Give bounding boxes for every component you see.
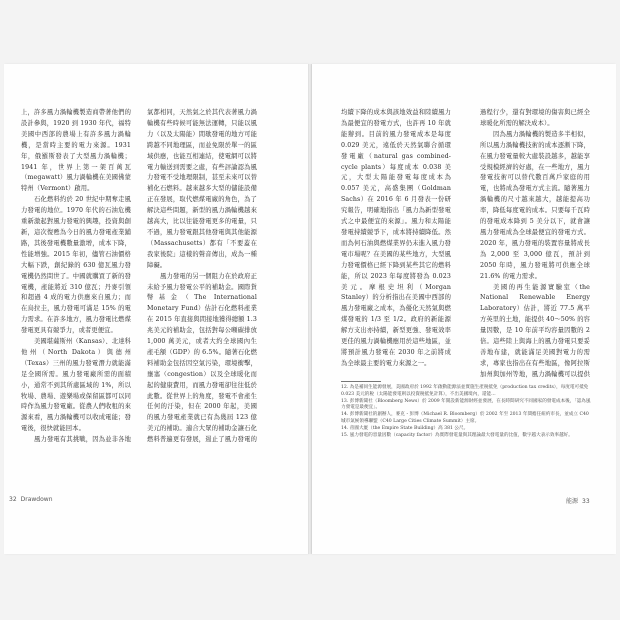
paragraph: 美國堪薩斯州（Kansas）、北達科他州（North Dakota）與德州（Texas）三州的風力發電潛力就能滿足全國所需。風力發電廠所需的面積小，通常不到其所處區域的 1%，所以牧場、農場、遊樂場或保留區都可以同時作為風力發電廠。從農人們收租的來源來看，風力渦輪機可以收成電能；發電後，很快就能回本。 — [21, 338, 131, 433]
running-title: 能源 — [566, 498, 579, 505]
page-number: 32 — [9, 496, 17, 503]
right-folio — [566, 496, 590, 505]
page-number: 33 — [582, 498, 590, 505]
paragraph: 石化燃料約於 20 世紀中期奪走風力發電的地位。1970 年代的石油危機重新激起對風力發電的興趣，投資與創新，這次復甦為今日的風力發電產業鋪路，其後發電機數量激增，成本下降，性能增強。2015 年初，儘管石油價格大幅下跌，創紀錄的 630 億瓦風力發電機仍然問世了。中國就購買了新的發電機，產能將近 310 億瓦；丹麥引領和超過 4 成的電力供應來自風力；而在烏拉圭，風力發電可滿足 15% 的電力需求。在許多地方，風力發電比燃煤發電更具有競爭力，或者更便宜。 — [21, 196, 131, 335]
footnote: 15. 風力發電的容量因數（capacity factor）為實際發電量與其理論最大發電量的比值，數字越大表示效率越好。 — [341, 432, 573, 438]
paragraph: 風力發電的另一個阻力在於政府正未給予風力發電公平的補助金。國際貨幣基金（The International Monetary Fund）估計石化燃料產業在 2015 年直接與間接地獲得總額 1.3 兆美元的補助金，包括對每公噸碳排放 1,000 萬美元，或者大約全球國內生產毛額（GDP）的 6.5%。隨著石化燃料補助金包括因空氣污染，環境衝擊，壅塞（congestion）以及全球暖化而起的健康費用，而風力發電卻往往低於此數。從世界上的角度，發電不會產生任何的汙染，但在 2000 年起，美國的風力發電產業就已有為幾屆 123 億美元的補助。適合大眾的補助金讓石化燃料普遍更有發展，遏止了風力發電的 — [147, 272, 257, 444]
left-page-column-2 — [147, 108, 257, 446]
paragraph: 因為風力渦輪機的製造多半相似，所以風力渦輪機技術的成本逐漸下降，在風力發電量較大處裝設越多，越能享受規模經濟的好處，在一些地方，風力發電技術可以替代數百萬戶家庭的用電，也將成為發電方式主流。隨著風力渦輪機的尺寸越來越大，越能提高功率，降低每度電的成本。只要每千瓦時的發電成本降到 5 美分以下，就會讓風力發電成為全球最便宜的發電方式。2020 年，風力發電的裝置容量將成長為 2,000 至 3,000 億瓦，預計到 2050 年時，風力發電將可供應全球 21.6% 的電力需求。 — [480, 130, 590, 280]
footnote-rule — [341, 381, 381, 382]
running-title: Drawdown — [20, 496, 53, 503]
footnote: 13. 彭博新聞社（Bloomberg News）於 2009 年開設新能源財經並發展，在長時間研究不同國家的發電成本後，「認為風力發電是最便宜」。 — [341, 398, 591, 411]
footnotes — [341, 385, 593, 439]
footnote: 14. 帝國大廈（the Empire State Building）高 381 公尺。 — [341, 425, 469, 431]
paragraph: 氣都相同，天然氣之於其代表著風力渦輪機有些時候可能無法運轉，只能以風力（以及太陽能）間歇發電的地方可能跨越不同地理區，而並免限於單一的區域供應，也能互相連結，使電網可以將電力輸送到需要之處，有些評論認為風力發電不受地理限制，甚至未來可以替補化石燃料。越來越多大型的儲能設備正在發展，取代燃煤電廠的角色，為了解決這些問題，新型的風力渦輪機越來越高大，比以往能發電更多的電量，只不過，風力發電跟其他發電與其他能源（Massachusetts）都有「不要蓋在我家後院」這樣的聲音傳出，成為一種障礙。 — [147, 109, 257, 269]
paragraph: 美國的再生能源實驗室（the National Renewable Energy Laboratory）估計，將近 77.5 萬平方英里的土地，能提供 40～50% 的容量因數，是 10 年前平均容量因數的 2 倍。這些陸上與海上的風力發電只要妥善地布建，就能滿足美國對電力的需求，專家也指出在有些地區，像阿拉斯加州與加州等地，風力渦輪機可以提供 — [480, 283, 590, 378]
paragraph: 過程行少，還有對環境的傷害與已經全球暖化所需的解決成本）。 — [480, 109, 590, 127]
footnote: 12. 為是補同生能源發展，美國政府於 1992 年啟動能源法並實施生產稅抵免（production tax credits），每度電可抵免 0.023 美元的稅（太陽能發電則以投資稅抵免計算），不出美國境內，還能… — [341, 385, 589, 397]
right-page-column-2 — [480, 108, 590, 380]
paragraph: 上，許多風力渦輪機製造商帶著他們的設計參與，1920 到 1930 年代，福特美國中西部的農場上有許多風力渦輪機，是當時主要的電力來源。1931 年，俄羅斯發表了大型風力渦輪機；1941 年，世界上第一架百萬瓦（megawatt）風力渦輪機在美國佛蒙特州（Vermont）啟用。 — [21, 109, 131, 193]
left-page-column-1 — [21, 108, 131, 446]
footnote: 14. 彭博新聞社的創辦人，麥克・彭博（Michael R. Bloomberg）於 2002 年至 2013 年間擔任紐約市長，並成立 C40 城市氣候領導聯盟（C40 Large Cities Climate Summit）主席。 — [341, 412, 589, 424]
left-folio — [9, 496, 53, 503]
right-page-column-1 — [341, 108, 451, 380]
paragraph: 均續下降的成本與該地效益和陸續風力為最便宜的發電方式，也許再 10 年就能辦到。目前的風力發電成本是每度 0.029 美元，遠低於天然氣聯合循環發電廠（natural gas combined-cycle plants）每度成本 0.038 美元，大型太陽能發電每度成本為 0.057 美元，高盛集團（Goldman Sachs）在 2016 年 6 月發表一份研究報告，明確地指出「風力為新型發電式之中最便宜的來源」。風力和太陽能發電持續競爭下，成本將持續降低。然而為何石油與燃煤業界仍未進入風力發電市場呢？在美國的某些地方，大型風力發電價格已經下降到某些其它的燃料能，所以 2023 年每度將發為 0.023 美元。摩根史坦利（Morgan Stanley）的分析指出在美國中西部的風力發電廠之成本，為優化天然氣與燃煤發電的 1/3 至 1/2。政府的新能源解方支出亦持續，新型更強、發電效率更佳的風力渦輪機應用於這些地區，並將預計風力發電在 2030 年之前將成為全球最主要的電力來源之一。 — [341, 109, 451, 367]
paragraph: 風力發電有其挑戰，因為並非各地 — [34, 436, 131, 444]
